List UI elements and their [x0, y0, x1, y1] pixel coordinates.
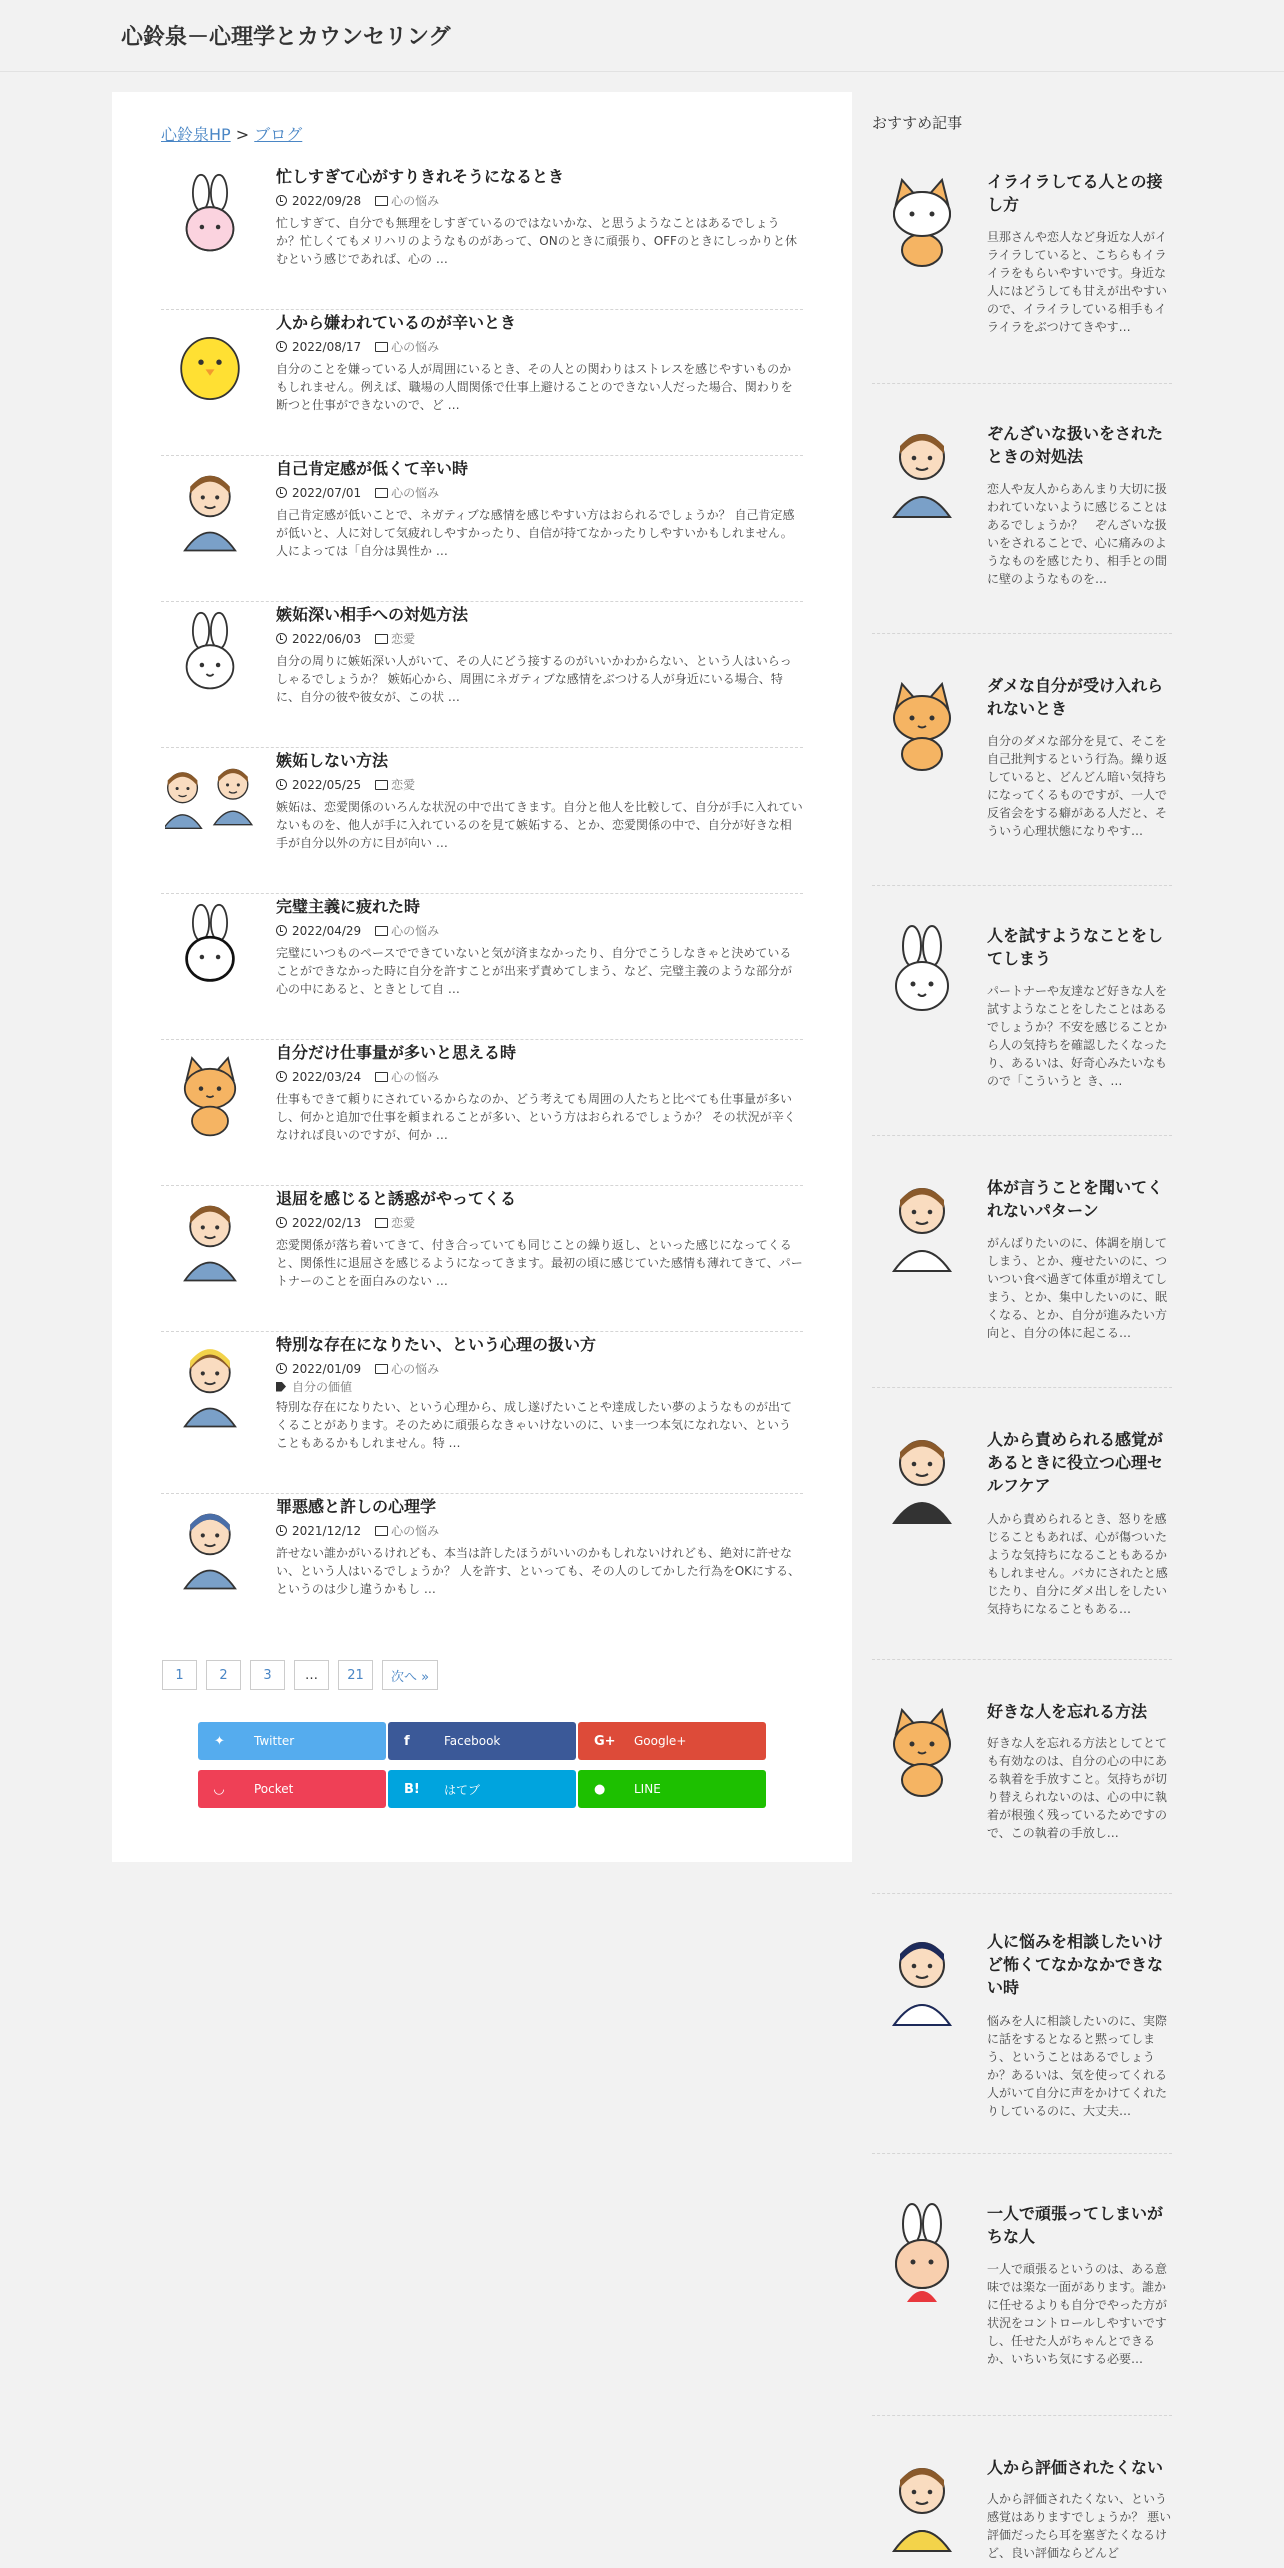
post-meta	[276, 338, 439, 355]
post-category[interactable]: 心の悩み	[391, 1524, 440, 1538]
post-date: 2022/02/13	[292, 1215, 362, 1230]
page-1-link[interactable]: 1	[162, 1660, 197, 1690]
post-thumbnail[interactable]	[165, 608, 255, 704]
recommended-thumbnail[interactable]	[872, 2456, 972, 2556]
post-excerpt: 完璧にいつものペースでできていないと気が済まなかったり、自分でこうしなきゃと決めていることができなかった時に自分を許すことが出来ず責めてしまう、など、完璧主義のような部分が心の中にあると、ときとして自 …	[276, 946, 793, 996]
recommended-item[interactable]	[872, 674, 1172, 886]
twitter-label: Twitter	[254, 1734, 295, 1748]
post-item[interactable]	[161, 748, 803, 894]
clock-icon	[276, 633, 287, 644]
post-title[interactable]: 人から嫌われているのが辛いとき	[276, 313, 517, 332]
recommended-item[interactable]	[872, 170, 1172, 384]
recommended-item[interactable]	[872, 924, 1172, 1136]
breadcrumb-separator: >	[230, 125, 255, 144]
post-meta	[276, 1068, 439, 1085]
post-thumbnail[interactable]	[165, 462, 255, 558]
recommended-excerpt: 一人で頑張るというのは、ある意味では楽な一面があります。誰かに任せるよりも自分でやった方が状況をコントロールしやすいですし、任せた人がちゃんとできるか、いちいち気にする必要…	[987, 2262, 1168, 2366]
clock-icon	[276, 1363, 287, 1374]
post-date: 2022/01/09	[292, 1361, 362, 1376]
line-label: LINE	[634, 1782, 661, 1796]
post-meta	[276, 192, 439, 209]
post-date: 2022/06/03	[292, 631, 362, 646]
facebook-icon: f	[404, 1733, 410, 1749]
post-title[interactable]: 特別な存在になりたい、という心理の扱い方	[276, 1335, 597, 1354]
post-excerpt: 忙しすぎて、自分でも無理をしすぎているのではないかな、と思うようなことはあるでしょうか？忙しくてもメリハリのようなものがあって、ONのときに頑張り、OFFのときにしっかりと休むという感じであれば、心の …	[276, 216, 797, 266]
post-meta	[276, 1214, 415, 1231]
post-item[interactable]	[161, 456, 803, 602]
post-category[interactable]: 心の悩み	[391, 194, 440, 208]
post-thumbnail[interactable]	[165, 900, 255, 996]
post-date: 2021/12/12	[292, 1523, 362, 1538]
post-item[interactable]	[161, 1186, 803, 1332]
post-date: 2022/09/28	[292, 193, 362, 208]
post-excerpt: 仕事もできて頼りにされているからなのか、どう考えても周囲の人たちと比べても仕事量が多いし、何かと追加で仕事を頼まれることが多い、という方はおられるでしょうか？ その状況が辛くなければ良いのですが、何か …	[276, 1092, 796, 1142]
post-category[interactable]: 心の悩み	[391, 1070, 440, 1084]
post-excerpt: 自己肯定感が低いことで、ネガティブな感情を感じやすい方はおられるでしょうか？ 自己肯定感が低いと、人に対して気疲れしやすかったり、自信が持てなかったりしやすいかもしれません。人によっては「自分は異性か …	[276, 508, 795, 558]
recommended-item[interactable]	[872, 1176, 1172, 1388]
site-title[interactable]: 心鈴泉－心理学とカウンセリング	[121, 25, 451, 50]
post-thumbnail[interactable]	[165, 1046, 255, 1142]
recommended-item[interactable]	[872, 2456, 1172, 2568]
post-title[interactable]: 自分だけ仕事量が多いと思える時	[276, 1043, 517, 1062]
pocket-label: Pocket	[254, 1782, 294, 1796]
clock-icon	[276, 1071, 287, 1082]
pocket-share-button[interactable]	[198, 1770, 386, 1808]
page-3-link[interactable]: 3	[250, 1660, 285, 1690]
post-title[interactable]: 罪悪感と許しの心理学	[276, 1497, 437, 1516]
googleplus-label: Google+	[634, 1734, 687, 1748]
post-excerpt: 恋愛関係が落ち着いてきて、付き合っていても同じことの繰り返し、といった感じになってくると、関係性に退屈さを感じるようになってきます。最初の頃に感じていた感情も薄れてきて、パートナーのことを面白みのない …	[276, 1238, 803, 1288]
recommended-excerpt: 悩みを人に相談したいのに、実際に話をするとなると黙ってしまう、ということはあるでしょうか？あるいは、気を使ってくれる人がいて自分に声をかけてくれたりしているのに、大丈夫…	[987, 2014, 1168, 2118]
post-meta	[276, 630, 415, 647]
post-item[interactable]	[161, 1494, 803, 1640]
post-item[interactable]	[161, 1332, 803, 1494]
recommended-thumbnail[interactable]	[872, 1700, 972, 1800]
recommended-thumbnail[interactable]	[872, 2202, 972, 2302]
sidebar-title: おすすめ記事	[872, 114, 963, 132]
main-content	[112, 92, 852, 1862]
breadcrumb-blog-link[interactable]: ブログ	[254, 125, 303, 144]
folder-icon	[375, 488, 388, 498]
page-last-link[interactable]: 21	[338, 1660, 373, 1690]
post-category[interactable]: 心の悩み	[391, 1362, 440, 1376]
post-category[interactable]: 恋愛	[391, 1216, 416, 1230]
line-icon: ●	[594, 1781, 606, 1797]
recommended-title[interactable]: 人から評価されたくない	[987, 2458, 1164, 2477]
recommended-item[interactable]	[872, 1930, 1172, 2154]
site-header	[0, 0, 1284, 72]
recommended-thumbnail[interactable]	[872, 924, 972, 1024]
post-category[interactable]: 心の悩み	[391, 486, 440, 500]
post-excerpt: 自分の周りに嫉妬深い人がいて、その人にどう接するのがいいかわからない、という人はいらっしゃるでしょうか？ 嫉妬心から、周囲にネガティブな感情をぶつける人が身近にいる場合、特に、自分の彼や彼女が、この状 …	[276, 654, 792, 704]
clock-icon	[276, 341, 287, 352]
post-category[interactable]: 恋愛	[391, 632, 416, 646]
folder-icon	[375, 196, 388, 206]
post-title[interactable]: 嫉妬しない方法	[276, 751, 389, 770]
google-plus-icon: G+	[594, 1733, 616, 1749]
recommended-title[interactable]: 人に悩みを相談したいけど怖くてなかなかできない時	[987, 1932, 1164, 1997]
post-date: 2022/04/29	[292, 923, 362, 938]
post-thumbnail[interactable]	[165, 1500, 255, 1596]
post-date: 2022/07/01	[292, 485, 362, 500]
recommended-title[interactable]: ぞんざいな扱いをされたときの対処法	[987, 424, 1164, 466]
post-item[interactable]	[161, 1040, 803, 1186]
post-date: 2022/08/17	[292, 339, 362, 354]
clock-icon	[276, 925, 287, 936]
post-item[interactable]	[161, 602, 803, 748]
post-thumbnail[interactable]	[165, 1338, 255, 1434]
googleplus-share-button[interactable]	[578, 1722, 766, 1760]
clock-icon	[276, 779, 287, 790]
clock-icon	[276, 1525, 287, 1536]
hatena-share-button[interactable]	[388, 1770, 576, 1808]
page-ellipsis: …	[294, 1660, 329, 1690]
recommended-excerpt: 人から評価されたくない、という感覚はありますでしょうか？ 悪い評価だったら耳を塞ぎたくなるけど、良い評価ならどんど	[987, 2492, 1172, 2560]
post-item[interactable]	[161, 164, 803, 310]
post-meta	[276, 1360, 439, 1377]
line-share-button[interactable]	[578, 1770, 766, 1808]
post-tag[interactable]: 自分の価値	[292, 1380, 353, 1394]
twitter-icon: ✦	[214, 1733, 225, 1749]
post-title[interactable]: 忙しすぎて心がすりきれそうになるとき	[276, 167, 565, 186]
recommended-excerpt: がんばりたいのに、体調を崩してしまう、とか、痩せたいのに、ついつい食べ過ぎて体重が増えてしまう、とか、集中したいのに、眠くなる、とか、自分が進みたい方向と、自分の体に起こる…	[987, 1236, 1168, 1340]
post-excerpt: 嫉妬は、恋愛関係のいろんな状況の中で出てきます。自分と他人を比較して、自分が手に入れていないものを、他人が手に入れているのを見て嫉妬する、とか、恋愛関係の中で、自分が好きな相手が自分以外の方に目が向い …	[276, 800, 803, 850]
post-title[interactable]: 退屈を感じると誘惑がやってくる	[276, 1189, 517, 1208]
recommended-title[interactable]: 人を試すようなことをしてしまう	[987, 926, 1164, 968]
recommended-title[interactable]: 一人で頑張ってしまいがちな人	[987, 2204, 1164, 2246]
folder-icon	[375, 1072, 388, 1082]
folder-icon	[375, 780, 388, 790]
post-category[interactable]: 心の悩み	[391, 340, 440, 354]
recommended-title[interactable]: 人から責められる感覚があるときに役立つ心理セルフケア	[987, 1430, 1164, 1495]
recommended-item[interactable]	[872, 2202, 1172, 2416]
post-item[interactable]	[161, 310, 803, 456]
post-date: 2022/03/24	[292, 1069, 362, 1084]
recommended-title[interactable]: ダメな自分が受け入れられないとき	[987, 676, 1164, 718]
breadcrumb-home-link[interactable]: 心鈴泉HP	[161, 125, 231, 144]
facebook-share-button[interactable]	[388, 1722, 576, 1760]
folder-icon	[375, 342, 388, 352]
post-thumbnail[interactable]	[165, 170, 255, 266]
post-tags	[276, 1378, 352, 1395]
folder-icon	[375, 634, 388, 644]
post-meta	[276, 484, 439, 501]
recommended-excerpt: 旦那さんや恋人など身近な人がイライラしていると、こちらもイライラをもらいやすいです。身近な人にはどうしても甘えが出やすいので、イライラしている相手もイライラをぶつけてきやす…	[987, 230, 1168, 334]
tag-icon	[276, 1382, 286, 1392]
post-excerpt: 特別な存在になりたい、という心理から、成し遂げたいことや達成したい夢のようなものが出てくることがあります。そのために頑張らなきゃいけないのに、いま一つ本気になれない、ということもあるかもしれません。特 …	[276, 1400, 793, 1450]
recommended-item[interactable]	[872, 1428, 1172, 1660]
clock-icon	[276, 1217, 287, 1228]
recommended-thumbnail[interactable]	[872, 1176, 972, 1276]
post-date: 2022/05/25	[292, 777, 362, 792]
folder-icon	[375, 1364, 388, 1374]
post-thumbnail[interactable]	[165, 1192, 255, 1288]
post-title[interactable]: 自己肯定感が低くて辛い時	[276, 459, 469, 478]
twitter-share-button[interactable]	[198, 1722, 386, 1760]
post-meta	[276, 922, 439, 939]
post-title[interactable]: 嫉妬深い相手への対処方法	[276, 605, 469, 624]
recommended-excerpt: 恋人や友人からあんまり大切に扱われていないように感じることはあるでしょうか？ ぞんざいな扱いをされることで、心に痛みのようなものを感じたり、相手との間に壁のようなものを…	[987, 482, 1168, 586]
recommended-thumbnail[interactable]	[872, 1930, 972, 2030]
post-thumbnail[interactable]	[165, 754, 255, 850]
recommended-title[interactable]: 体が言うことを聞いてくれないパターン	[987, 1178, 1164, 1220]
facebook-label: Facebook	[444, 1734, 501, 1748]
recommended-excerpt: 好きな人を忘れる方法としてとても有効なのは、自分の心の中にある執着を手放すこと。気持ちが切り替えられないのは、心の中に執着が根強く残っているためですので、この執着の手放し…	[987, 1736, 1168, 1840]
post-excerpt: 許せない誰かがいるけれども、本当は許したほうがいいのかもしれないけれども、絶対に許せない、という人はいるでしょうか？ 人を許す、といっても、その人のしてかした行為をOKにする、というのは少し違うかもし …	[276, 1546, 801, 1596]
recommended-excerpt: 人から責められるとき、怒りを感じることもあれば、心が傷ついたような気持ちになることもあるかもしれません。バカにされたと感じたり、自分にダメ出しをしたい気持ちになることもある…	[987, 1512, 1168, 1616]
recommended-item[interactable]	[872, 1700, 1172, 1894]
recommended-thumbnail[interactable]	[872, 674, 972, 774]
post-title[interactable]: 完璧主義に疲れた時	[276, 897, 421, 916]
recommended-excerpt: 自分のダメな部分を見て、そこを自己批判するという行為。繰り返していると、どんどん暗い気持ちになってくるものですが、一人で反省会をする癖がある人だと、そういう心理状態になりやす…	[987, 734, 1168, 838]
folder-icon	[375, 1526, 388, 1536]
folder-icon	[375, 1218, 388, 1228]
post-meta	[276, 776, 415, 793]
clock-icon	[276, 195, 287, 206]
recommended-thumbnail[interactable]	[872, 1428, 972, 1528]
recommended-thumbnail[interactable]	[872, 422, 972, 522]
clock-icon	[276, 487, 287, 498]
post-meta	[276, 1522, 439, 1539]
page-2-link[interactable]: 2	[206, 1660, 241, 1690]
post-item[interactable]	[161, 894, 803, 1040]
breadcrumb	[161, 122, 302, 145]
hatena-icon: B!	[404, 1781, 420, 1797]
recommended-title[interactable]: 好きな人を忘れる方法	[987, 1702, 1148, 1721]
hatena-label: はてブ	[444, 1782, 481, 1797]
post-category[interactable]: 恋愛	[391, 778, 416, 792]
post-thumbnail[interactable]	[165, 316, 255, 412]
recommended-title[interactable]: イライラしてる人との接し方	[987, 172, 1163, 214]
next-page-link[interactable]: 次へ »	[382, 1660, 438, 1690]
recommended-item[interactable]	[872, 422, 1172, 634]
pagination	[162, 1660, 438, 1690]
post-category[interactable]: 心の悩み	[391, 924, 440, 938]
post-excerpt: 自分のことを嫌っている人が周囲にいるとき、その人との関わりはストレスを感じやすいものかもしれません。例えば、職場の人間関係で仕事上避けることのできない人だった場合、関わりを断つと仕事ができないので、ど …	[276, 362, 793, 412]
pocket-icon: ◡	[214, 1781, 224, 1797]
folder-icon	[375, 926, 388, 936]
recommended-excerpt: パートナーや友達など好きな人を試すようなことをしたことはあるでしょうか？不安を感じることから人の気持ちを確認したくなったり、あるいは、好奇心みたいなもので「こういうと き、…	[987, 984, 1168, 1088]
recommended-thumbnail[interactable]	[872, 170, 972, 270]
